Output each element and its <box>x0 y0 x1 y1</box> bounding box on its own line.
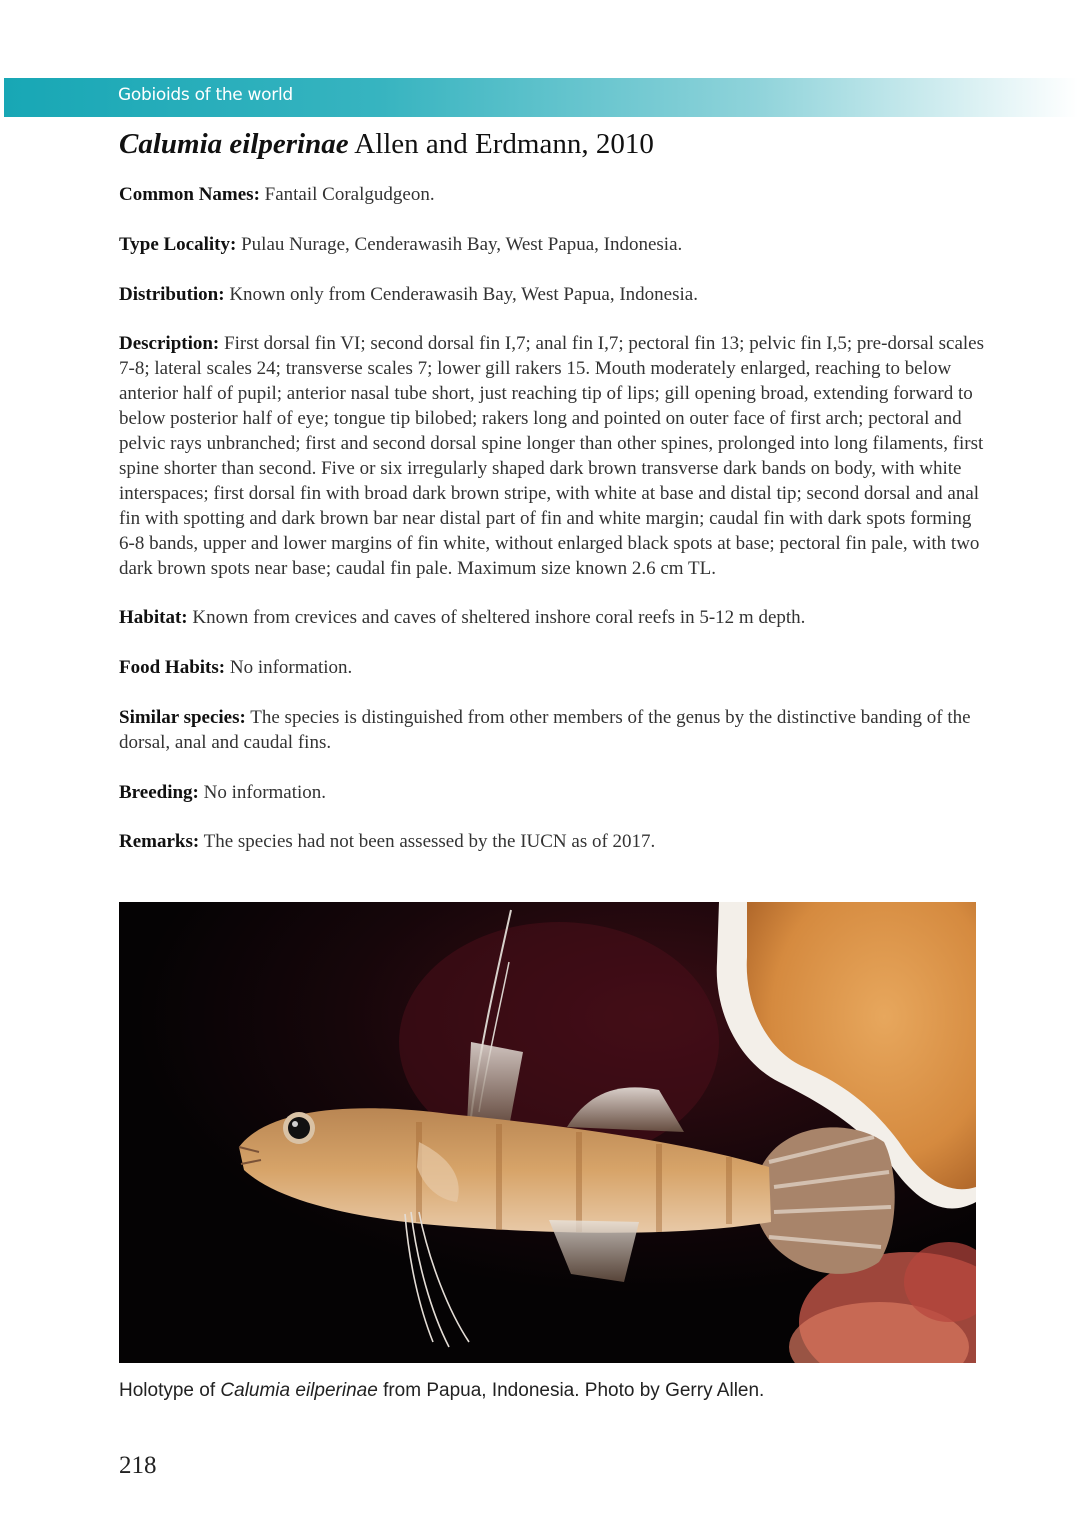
section-label: Distribution: <box>119 283 225 305</box>
section-text: The species is distinguished from other members of the genus by the distinctive banding of the dorsal, anal and caudal fins. <box>119 706 971 753</box>
section-label: Remarks: <box>119 831 200 853</box>
section-label: Food Habits: <box>119 657 226 679</box>
caption-suffix: from Papua, Indonesia. Photo by Gerry Allen. <box>383 1380 765 1401</box>
section-label: Type Locality: <box>119 233 237 255</box>
running-header-band <box>4 78 1078 117</box>
section-type-locality <box>119 233 989 258</box>
species-title <box>119 128 654 161</box>
section-remarks <box>119 830 989 855</box>
section-food-habits <box>119 656 989 681</box>
page-number: 218 <box>119 1452 157 1479</box>
section-common-names <box>119 183 989 208</box>
scientific-name: Calumia eilperinae <box>119 128 349 160</box>
section-label: Description: <box>119 333 220 355</box>
section-description <box>119 332 989 581</box>
section-label: Breeding: <box>119 781 199 803</box>
caption-prefix: Holotype of <box>119 1380 216 1401</box>
section-text: Pulau Nurage, Cenderawasih Bay, West Papua, Indonesia. <box>241 233 683 255</box>
section-habitat <box>119 606 989 631</box>
section-distribution <box>119 283 989 308</box>
section-similar-species <box>119 706 989 756</box>
running-header-title: Gobioids of the world <box>118 85 293 105</box>
section-label: Habitat: <box>119 607 188 629</box>
section-text: Known only from Cenderawasih Bay, West Papua, Indonesia. <box>229 283 698 305</box>
section-text: First dorsal fin VI; second dorsal fin I,7; anal fin I,7; pectoral fin 13; pelvic fin I,5; pre-dorsal scales 7-8; lateral scales 24; transverse scales 7; lower gill rakers 15. Mouth moderately enlarged, reaching to below anterior half of pupil; anterior nasal tube short, just reaching tip of lips; gill opening broad, extending forward to below posterior half of eye; tongue tip bilobed; rakers long and pointed on outer face of first arch; pectoral and pelvic rays unbranched; first and second dorsal spine longer than other spines, prolonged into long filaments, first spine shorter than second. Five or six irregularly shaped dark brown transverse dark bands on body, with white interspaces; first dorsal fin with broad dark brown stripe, with white at base and distal tip; second dorsal and anal fin with spotting and dark brown bar near distal part of fin and white margin; caudal fin with dark spots forming 6-8 bands, upper and lower margins of fin white, without enlarged black spots at base; pectoral fin pale, with two dark brown spots near base; caudal fin pale. Maximum size known 2.6 cm TL. <box>119 333 984 579</box>
section-text: No information. <box>203 781 327 803</box>
species-account <box>119 183 989 880</box>
fish-photo-illustration <box>119 902 976 1363</box>
section-text: No information. <box>229 657 353 679</box>
species-authority: Allen and Erdmann, 2010 <box>354 128 654 160</box>
section-breeding <box>119 781 989 806</box>
section-text: Fantail Coralgudgeon. <box>264 184 435 205</box>
section-text: The species had not been assessed by the IUCN as of 2017. <box>203 831 656 853</box>
section-text: Known from crevices and caves of sheltered inshore coral reefs in 5-12 m depth. <box>192 607 806 629</box>
caption-species: Calumia eilperinae <box>220 1380 378 1401</box>
photo-caption <box>119 1380 764 1402</box>
section-label: Common Names: <box>119 184 260 205</box>
section-label: Similar species: <box>119 706 246 728</box>
fish-photo <box>119 902 976 1363</box>
